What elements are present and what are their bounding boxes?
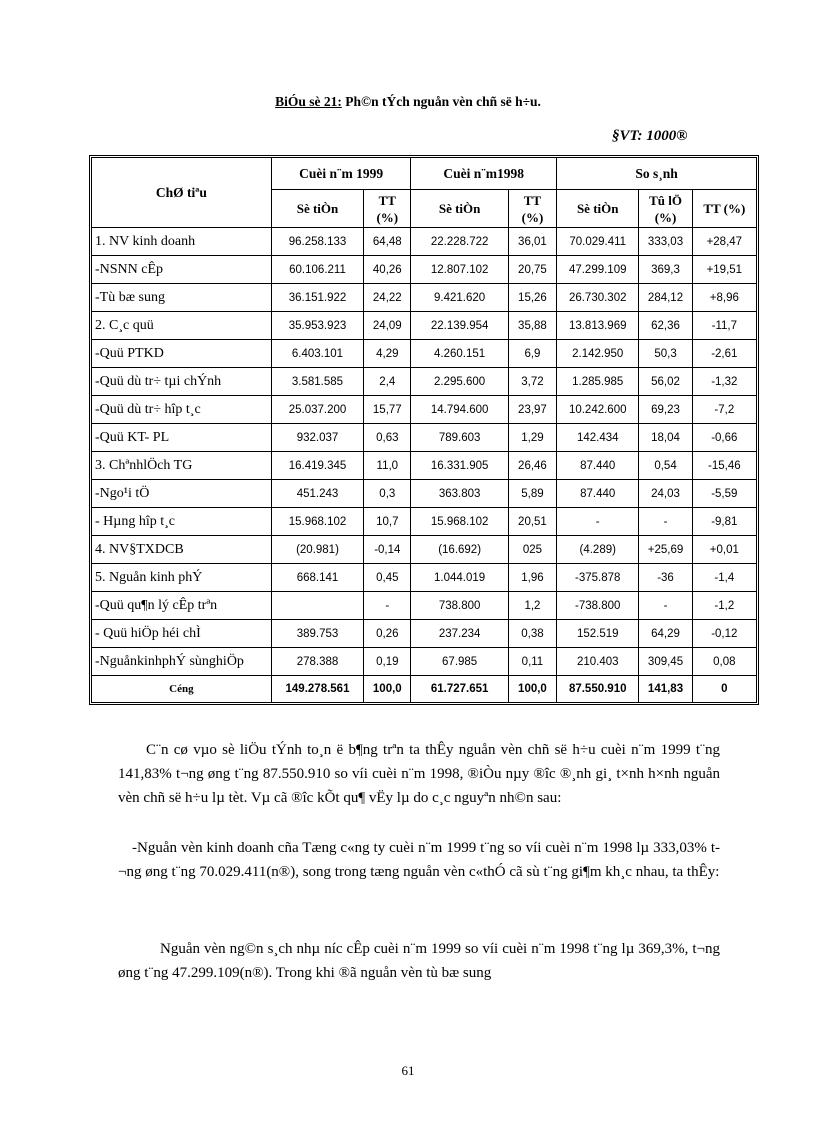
value-cell: 149.278.561 [271,676,363,703]
value-cell: 87.440 [557,452,639,480]
value-cell: 2.295.600 [411,368,508,396]
value-cell: 60.106.211 [271,256,363,284]
row-label-cell: 2. C¸c quü [92,312,272,340]
value-cell: 10,7 [364,508,411,536]
value-cell: 10.242.600 [557,396,639,424]
value-cell: -11,7 [692,312,756,340]
value-cell: 0,26 [364,620,411,648]
table-body [92,158,757,703]
value-cell: 0,38 [508,620,556,648]
value-cell: -0,14 [364,536,411,564]
value-cell: -36 [639,564,692,592]
value-cell: 15,77 [364,396,411,424]
header-sub: Tû lÖ (%) [639,190,692,228]
value-cell: 23,97 [508,396,556,424]
row-label-cell: -NSNN cÊp [92,256,272,284]
row-label-cell: -Quü KT- PL [92,424,272,452]
value-cell: 36.151.922 [271,284,363,312]
value-cell [271,592,363,620]
value-cell: -1,4 [692,564,756,592]
value-cell: 70.029.411 [557,228,639,256]
table-row [92,620,757,648]
value-cell: -375.878 [557,564,639,592]
value-cell: 15.968.102 [411,508,508,536]
row-label-cell: 3. ChªnhlÖch TG [92,452,272,480]
row-label-cell: -Quü qu¶n lý cÊp trªn [92,592,272,620]
table-row [92,312,757,340]
header-sub: TT (%) [692,190,756,228]
value-cell: +8,96 [692,284,756,312]
value-cell: 18,04 [639,424,692,452]
value-cell: 3,72 [508,368,556,396]
table-row [92,564,757,592]
table-row [92,536,757,564]
page-number: 61 [401,1063,415,1078]
value-cell: -15,46 [692,452,756,480]
value-cell: +28,47 [692,228,756,256]
value-cell: 0,08 [692,648,756,676]
value-cell: 87.440 [557,480,639,508]
value-cell: 9.421.620 [411,284,508,312]
header-group: Cuèi n¨m1998 [411,158,557,190]
value-cell: 14.794.600 [411,396,508,424]
value-cell: 0,63 [364,424,411,452]
value-cell: 13.813.969 [557,312,639,340]
value-cell: 35.953.923 [271,312,363,340]
row-label-cell: - Quü hiÖp héi chÌ [92,620,272,648]
table-row [92,368,757,396]
value-cell: 16.419.345 [271,452,363,480]
table-caption [0,94,816,110]
value-cell: 4.260.151 [411,340,508,368]
equity-analysis-table [91,157,757,703]
value-cell: 64,29 [639,620,692,648]
value-cell: 61.727.651 [411,676,508,703]
header-sub: TT (%) [364,190,411,228]
value-cell: 67.985 [411,648,508,676]
table-row [92,228,757,256]
row-label-cell: -Quü PTKD [92,340,272,368]
value-cell: - [364,592,411,620]
value-cell: -2,61 [692,340,756,368]
value-cell: 36,01 [508,228,556,256]
row-label-cell: -Ngo¹i tÖ [92,480,272,508]
header-group: Cuèi n¨m 1999 [271,158,411,190]
value-cell: 4,29 [364,340,411,368]
equity-table-frame [89,155,759,705]
value-cell: 0 [692,676,756,703]
paragraph: Nguån vèn ng©n s¸ch nhµ níc cÊp cuèi n¨m 1999 so víi cuèi n¨m 1998 t¨ng lµ 369,3%, t¬ng øng t¨ng 47.299.109(n®). Trong khi ®ã nguån vèn tù bæ sung [118,941,720,981]
value-cell: 0,19 [364,648,411,676]
table-row [92,396,757,424]
value-cell: 363.803 [411,480,508,508]
header-group: So s¸nh [557,158,757,190]
value-cell: (20.981) [271,536,363,564]
header-sub: Sè tiÒn [557,190,639,228]
unit-label: §VT: 1000® [612,128,688,144]
caption-label: BiÓu sè 21: [275,94,342,109]
value-cell: -9,81 [692,508,756,536]
row-label-cell: -Quü dù tr÷ tµi chÝnh [92,368,272,396]
value-cell: +19,51 [692,256,756,284]
value-cell: 738.800 [411,592,508,620]
value-cell: -1,32 [692,368,756,396]
value-cell: 278.388 [271,648,363,676]
value-cell: 100,0 [508,676,556,703]
value-cell: 26.730.302 [557,284,639,312]
value-cell: - [639,508,692,536]
table-row [92,592,757,620]
header-sub: TT (%) [508,190,556,228]
value-cell: 22.228.722 [411,228,508,256]
value-cell: 15.968.102 [271,508,363,536]
value-cell: 64,48 [364,228,411,256]
value-cell: 87.550.910 [557,676,639,703]
row-label-cell: 1. NV kinh doanh [92,228,272,256]
value-cell: -0,66 [692,424,756,452]
value-cell: 2,4 [364,368,411,396]
table-row [92,508,757,536]
value-cell: 96.258.133 [271,228,363,256]
value-cell: -1,2 [692,592,756,620]
value-cell: 789.603 [411,424,508,452]
value-cell: 668.141 [271,564,363,592]
row-label-cell: -Tù bæ sung [92,284,272,312]
header-row-label: ChØ tiªu [92,158,272,228]
value-cell: 24,09 [364,312,411,340]
value-cell: 69,23 [639,396,692,424]
value-cell: 1.044.019 [411,564,508,592]
value-cell: 152.519 [557,620,639,648]
value-cell: +0,01 [692,536,756,564]
value-cell: 0,11 [508,648,556,676]
row-label-cell: Céng [92,676,272,703]
value-cell: 3.581.585 [271,368,363,396]
row-label-cell: 5. Nguån kinh phÝ [92,564,272,592]
value-cell: 47.299.109 [557,256,639,284]
row-label-cell: 4. NV§TXDCB [92,536,272,564]
value-cell: 0,54 [639,452,692,480]
table-row [92,284,757,312]
value-cell: 309,45 [639,648,692,676]
table-row [92,340,757,368]
header-sub: Sè tiÒn [411,190,508,228]
value-cell: -738.800 [557,592,639,620]
value-cell: 932.037 [271,424,363,452]
value-cell: 141,83 [639,676,692,703]
value-cell: 210.403 [557,648,639,676]
total-row [92,676,757,703]
value-cell: 20,51 [508,508,556,536]
value-cell: 2.142.950 [557,340,639,368]
value-cell: 142.434 [557,424,639,452]
table-row [92,424,757,452]
row-label-cell: -Quü dù tr÷ hîp t¸c [92,396,272,424]
header-row-groups [92,158,757,190]
row-label-cell: -NguånkinhphÝ sùnghiÖp [92,648,272,676]
table-row [92,256,757,284]
value-cell: 0,45 [364,564,411,592]
value-cell: 025 [508,536,556,564]
value-cell: 62,36 [639,312,692,340]
value-cell: 1,2 [508,592,556,620]
value-cell: 0,3 [364,480,411,508]
value-cell: 389.753 [271,620,363,648]
value-cell: 6.403.101 [271,340,363,368]
value-cell: 16.331.905 [411,452,508,480]
value-cell: 11,0 [364,452,411,480]
value-cell: 22.139.954 [411,312,508,340]
value-cell: 24,03 [639,480,692,508]
caption-title: Ph©n tÝch nguån vèn chñ së h÷u. [341,94,541,109]
value-cell: 15,26 [508,284,556,312]
value-cell: 50,3 [639,340,692,368]
row-label-cell: - Hµng hîp t¸c [92,508,272,536]
value-cell: 1,29 [508,424,556,452]
value-cell: 12.807.102 [411,256,508,284]
value-cell: (16.692) [411,536,508,564]
table-row [92,480,757,508]
value-cell: 26,46 [508,452,556,480]
value-cell: 1,96 [508,564,556,592]
table-row [92,452,757,480]
value-cell: 20,75 [508,256,556,284]
value-cell: 35,88 [508,312,556,340]
value-cell: 5,89 [508,480,556,508]
value-cell: 56,02 [639,368,692,396]
paragraph: -Nguån vèn kinh doanh cña Tæng c«ng ty cuèi n¨m 1999 t¨ng so víi cuèi n¨m 1998 lµ 333,03% t¬ng øng t¨ng 70.029.411(n®), song trong tæng nguån vèn c«thÓ cã sù t¨ng gi¶m kh¸c nhau, ta thÊy: [118,840,720,880]
header-sub: Sè tiÒn [271,190,363,228]
value-cell: 100,0 [364,676,411,703]
table-row [92,648,757,676]
value-cell: 25.037.200 [271,396,363,424]
value-cell: - [557,508,639,536]
value-cell: 369,3 [639,256,692,284]
value-cell: 451.243 [271,480,363,508]
value-cell: +25,69 [639,536,692,564]
value-cell: 237.234 [411,620,508,648]
value-cell: 284,12 [639,284,692,312]
value-cell: -0,12 [692,620,756,648]
value-cell: 1.285.985 [557,368,639,396]
paragraph: C¨n cø vµo sè liÖu tÝnh to¸n ë b¶ng trªn ta thÊy nguån vèn chñ së h÷u cuèi n¨m 1999 t¨ng 141,83% t¬ng øng t¨ng 87.550.910 so víi cuèi n¨m 1998, ®iÒu nµy ®îc ®¸nh gi¸ t×nh h×nh nguån vèn chñ së h÷u lµ tèt. Vµ cã ®îc kÕt qu¶ vËy lµ do c¸c nguyªn nh©n sau: [118,742,720,806]
value-cell: 40,26 [364,256,411,284]
value-cell: - [639,592,692,620]
value-cell: 333,03 [639,228,692,256]
value-cell: -5,59 [692,480,756,508]
value-cell: -7,2 [692,396,756,424]
value-cell: 6,9 [508,340,556,368]
value-cell: 24,22 [364,284,411,312]
value-cell: (4.289) [557,536,639,564]
